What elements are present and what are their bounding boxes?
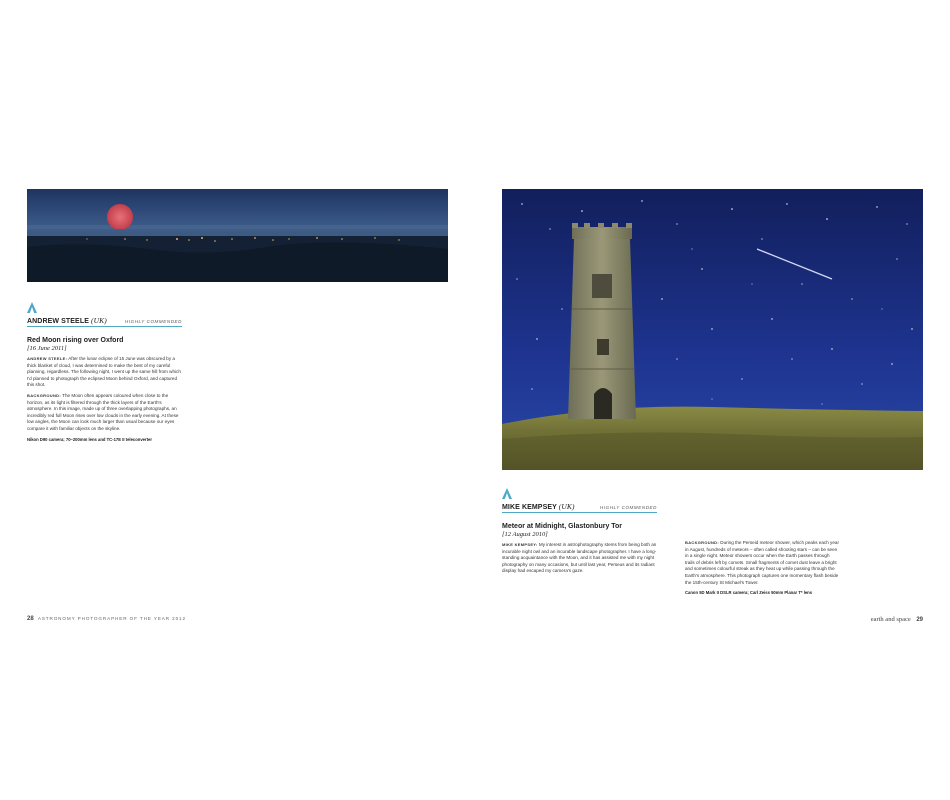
page-number: 28 (27, 616, 34, 622)
award-label: HIGHLY COMMENDED (124, 319, 182, 324)
photographer-name: ANDREW STEELE (UK) (27, 316, 107, 325)
background-comment (27, 393, 182, 433)
page-number: 29 (916, 617, 923, 623)
background-label: BACKGROUND: (27, 392, 61, 398)
comment-text: My interest in astrophotography stems from being both an incurable night owl and an incurable landscape photographer. I have a long-standing acquaintance with the Moon, and it has assisted me with my night photography on many occasions, but until last year, Perseus and its radiant display had escaped my camera's gaze. (502, 542, 657, 574)
comment-label: MIKE KEMPSEY: (502, 542, 538, 547)
equipment-note: Canon 5D Mark II DSLR camera; Carl Zeiss 50mm Planar T* lens (685, 590, 813, 596)
photographer-comment (27, 356, 182, 389)
equipment-note: Nikon D90 camera; 70–200mm lens and TC-17E II teleconverter (27, 436, 152, 442)
left-folio (27, 616, 186, 622)
entry-header (502, 502, 657, 513)
photographer-name: MIKE KEMPSEY (UK) (502, 502, 575, 511)
background-label: BACKGROUND: (685, 540, 719, 545)
comment-label: ANDREW STEELE: (27, 356, 68, 361)
entry-header (27, 316, 182, 327)
section-title: earth and space (870, 616, 911, 623)
competition-logo-icon (502, 488, 512, 499)
award-label: HIGHLY COMMENDED (599, 505, 657, 510)
photographer-country: (UK) (91, 316, 107, 325)
mike-kempsey-background (685, 536, 840, 595)
right-folio (871, 616, 923, 623)
right-page (475, 0, 950, 800)
photographer-country: (UK) (558, 502, 575, 511)
photographer-comment (502, 542, 657, 575)
competition-logo-icon (27, 302, 37, 313)
background-text: During the Perseid meteor shower, which peaks each year in August, hundreds of meteors – often called shooting stars – can be seen in a single night. Meteor showers occur when the Earth passes through trails of debris left by comets. Small fragments of comet dust leave a bright and sometimes colourful streak as they heat up while passing through the Earth's atmosphere. This photograph captures one momentary flash beside the 15th-century St Michael's Tower. (685, 540, 839, 585)
comment-text: After the lunar eclipse of 15 June was obscured by a thick blanket of cloud, I was determined to make the best of my careful planning, regardless. The following night, I went up the same hill from which I'd planned to photograph the eclipsed Moon behind Oxford, and captured this shot. (27, 356, 181, 388)
andrew-steele-entry (27, 302, 182, 442)
background-comment (685, 540, 840, 586)
red-moon-photo (27, 189, 448, 282)
photo-title: Red Moon rising over Oxford (27, 337, 124, 344)
glastonbury-tor-photo (502, 189, 923, 470)
mike-kempsey-entry (502, 488, 657, 575)
background-text: The Moon often appears coloured when close to the horizon, as its light is filtered through the thick layers of the Earth's atmosphere. In this image, made up of three overlapping photographs, an incredibly red full Moon rises over low clouds in the early evening. At these low angles, the Moon can look much larger than usual because our eyes compare it with familiar objects on the skyline. (27, 392, 179, 431)
photo-title: Meteor at Midnight, Glastonbury Tor (502, 523, 623, 530)
photo-date: [12 August 2010] (502, 531, 548, 538)
photo-date: [16 June 2011] (27, 345, 67, 352)
running-title: ASTRONOMY PHOTOGRAPHER OF THE YEAR 2012 (37, 616, 186, 621)
